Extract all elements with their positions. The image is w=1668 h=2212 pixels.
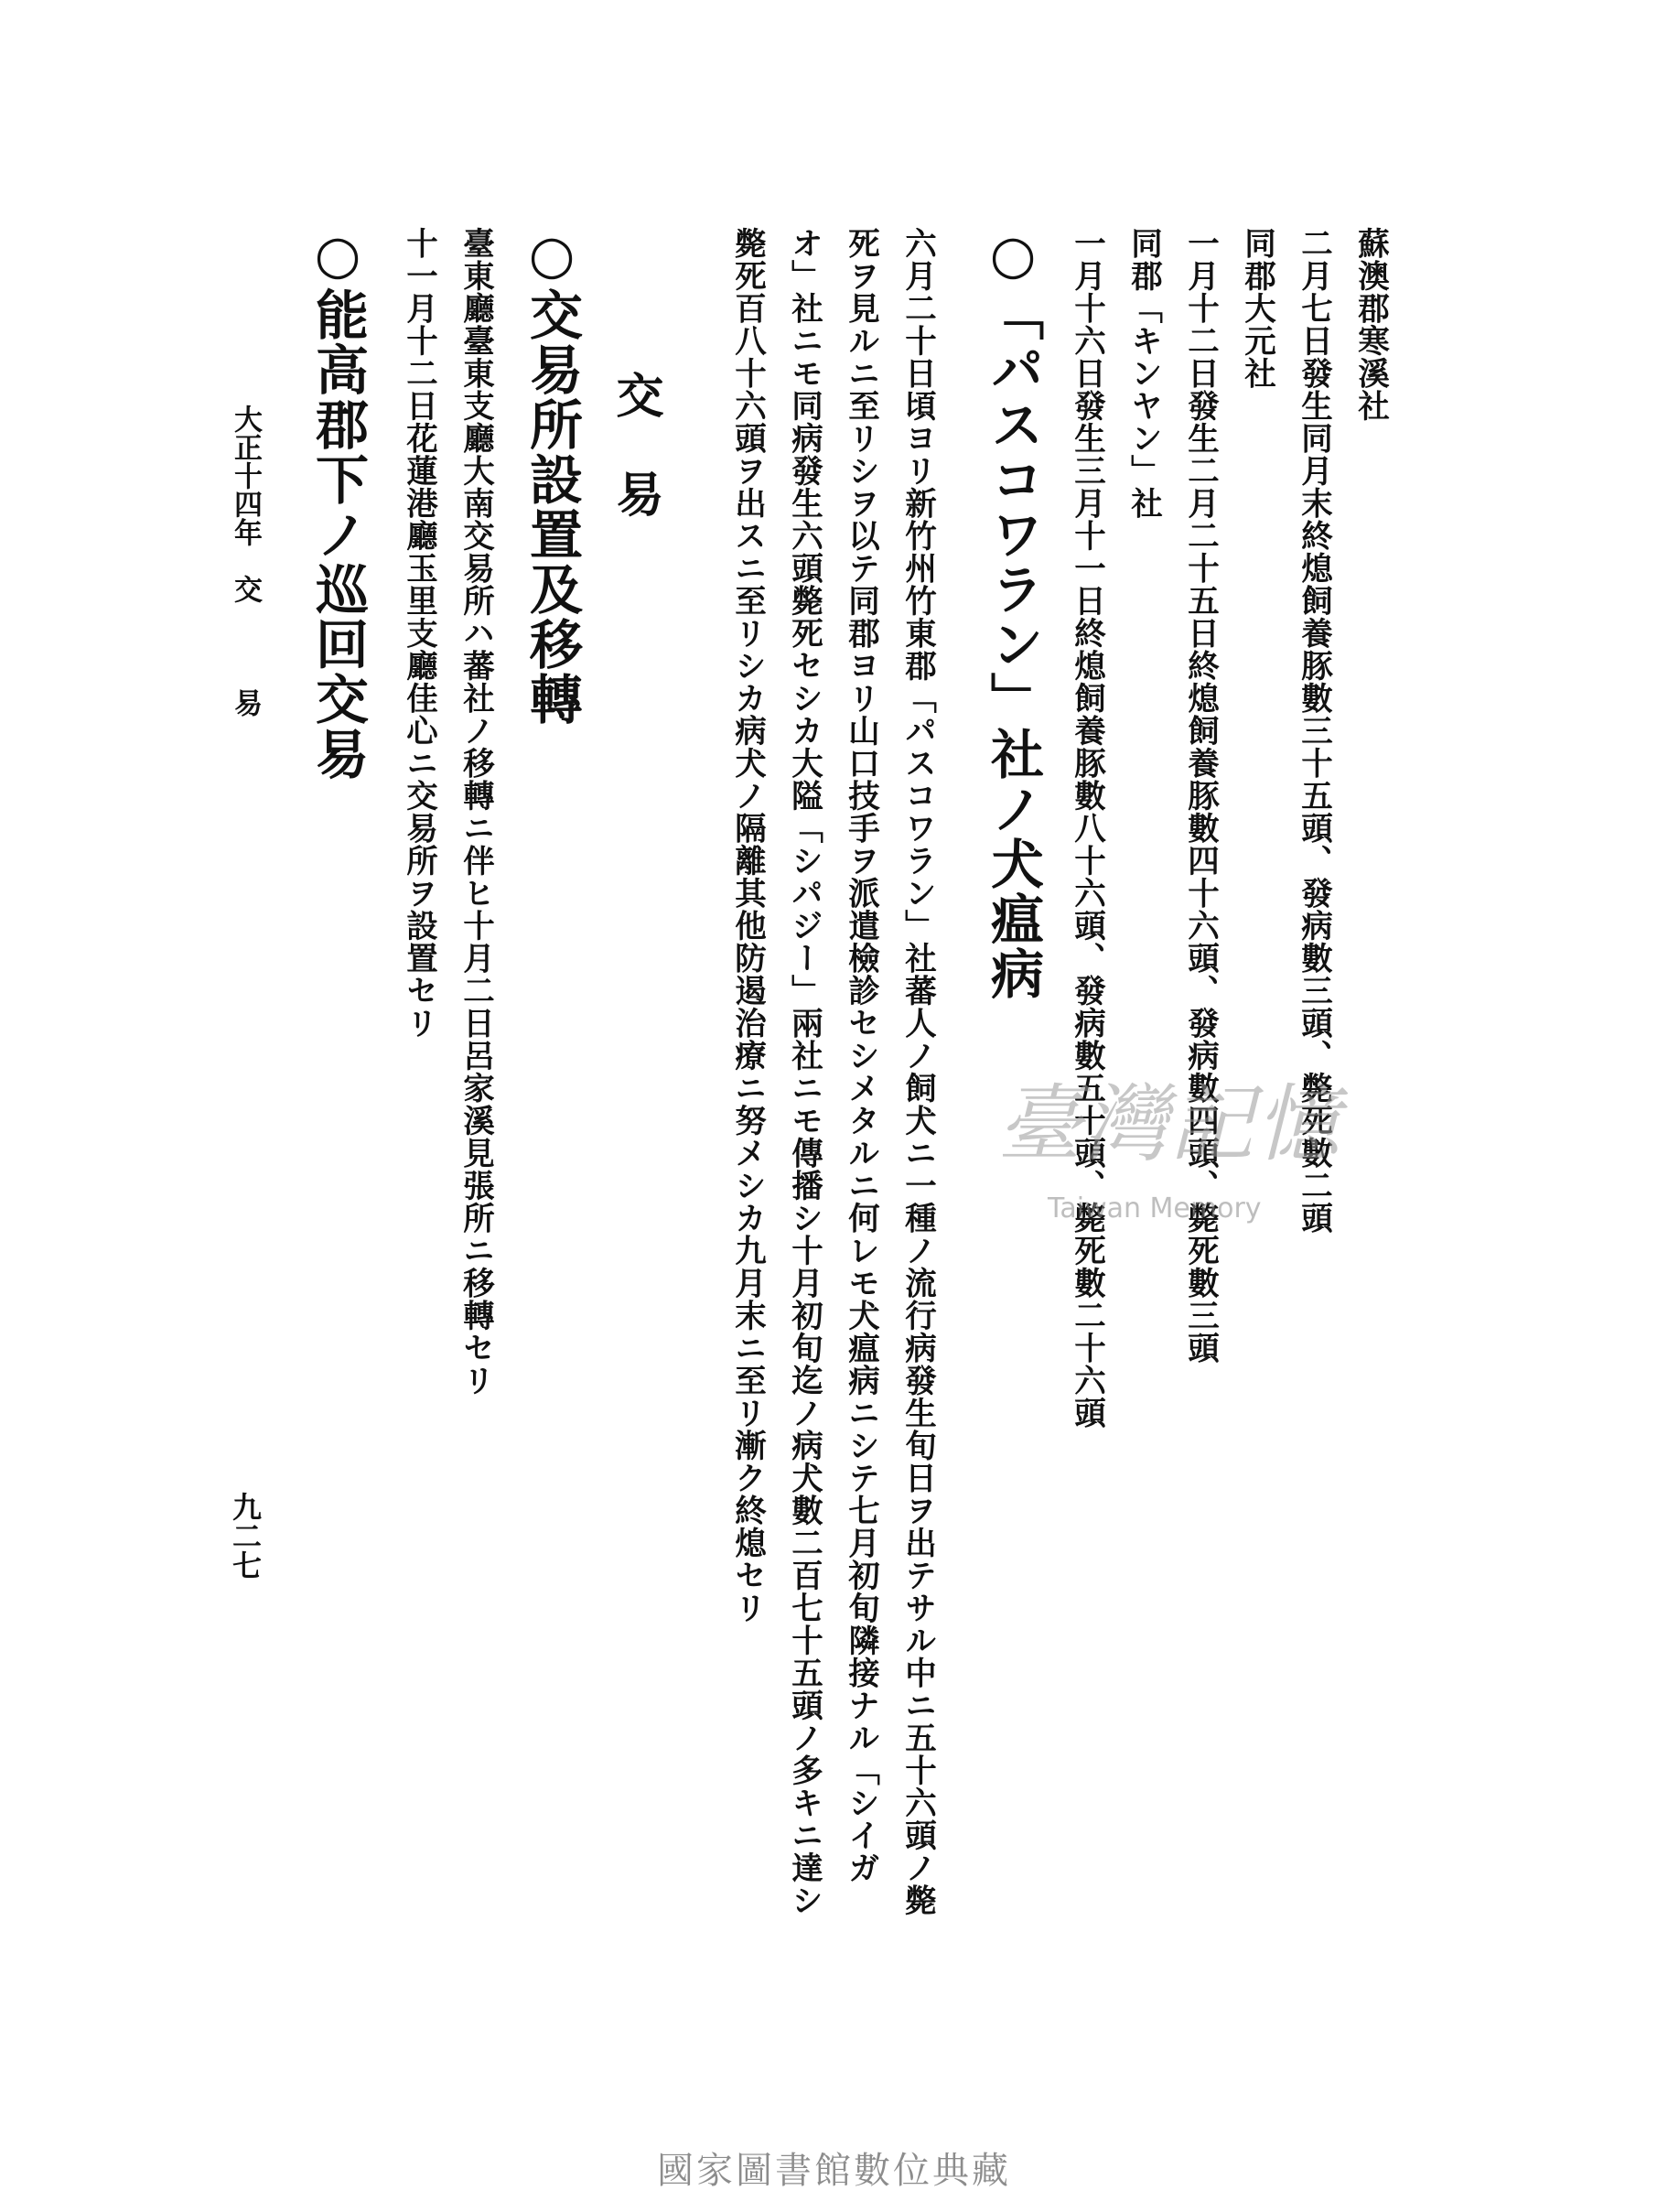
- text-column-11: 臺東廳臺東支廳大南交易所ハ蕃社ノ移轉ニ伴ヒ十月二日呂家溪見張所ニ移轉セリ: [457, 227, 494, 1397]
- footer-archive-credit: 國家圖書館數位典藏: [657, 2150, 1011, 2192]
- taiwan-memory-watermark: [997, 1057, 1342, 1240]
- watermark-cjk: 臺灣記憶: [997, 1075, 1342, 1173]
- section-heading-touring-trade: ○能高郡下ノ巡回交易: [307, 223, 369, 782]
- section-heading-dog-disease: ○「パスコワラン」社ノ犬瘟病: [982, 223, 1044, 1001]
- text-column-12: 十一月十二日花蓮港廳玉里支廳佳心ニ交易所ヲ設置セリ: [400, 227, 437, 1040]
- text-column-7: 六月二十日頃ヨリ新竹州竹東郡「パスコワラン」社蕃人ノ飼犬ニ一種ノ流行病發生旬日ヲ出テサル中ニ五十六頭ノ斃: [899, 227, 936, 1916]
- text-column-1: 蘇澳郡寒溪社: [1351, 227, 1389, 422]
- text-column-8: 死ヲ見ルニ至リシヲ以テ同郡ヨリ山口技手ヲ派遣檢診セシメタルニ何レモ犬瘟病ニシテ七月初旬隣接ナル「シイガ: [842, 227, 879, 1884]
- page-number: 九二七: [228, 1492, 263, 1580]
- running-head: 大正十四年 交 易: [229, 405, 262, 717]
- text-column-5: 同郡「キンヤン」社: [1125, 227, 1162, 520]
- chapter-title-trade: 交 易: [608, 371, 663, 519]
- text-column-6: 一月十六日發生三月十一日終熄飼養豚數八十六頭、發病數五十頭、斃死數二十六頭: [1068, 227, 1105, 1430]
- section-heading-trade-post: ○交易所設置及移轉: [521, 223, 583, 727]
- text-column-10: 斃死百八十六頭ヲ出スニ至リシカ病犬ノ隔離其他防遏治療ニ努メシカ九月末ニ至リ漸ク終熄セリ: [728, 227, 766, 1624]
- text-column-2: 二月七日發生同月末終熄飼養豚數三十五頭、發病數三頭、斃死數二頭: [1295, 227, 1332, 1235]
- text-column-3: 同郡大元社: [1238, 227, 1275, 390]
- text-column-4: 一月十二日發生二月二十五日終熄飼養豚數四十六頭、發病數四頭、斃死數三頭: [1181, 227, 1219, 1365]
- text-column-9: オ」社ニモ同病發生六頭斃死セシカ大隘「シパジー」兩社ニモ傳播シ十月初旬迄ノ病犬數二百七十五頭ノ多キニ達シ: [785, 227, 823, 1916]
- watermark-en: Taiwan Memory: [1048, 1192, 1262, 1225]
